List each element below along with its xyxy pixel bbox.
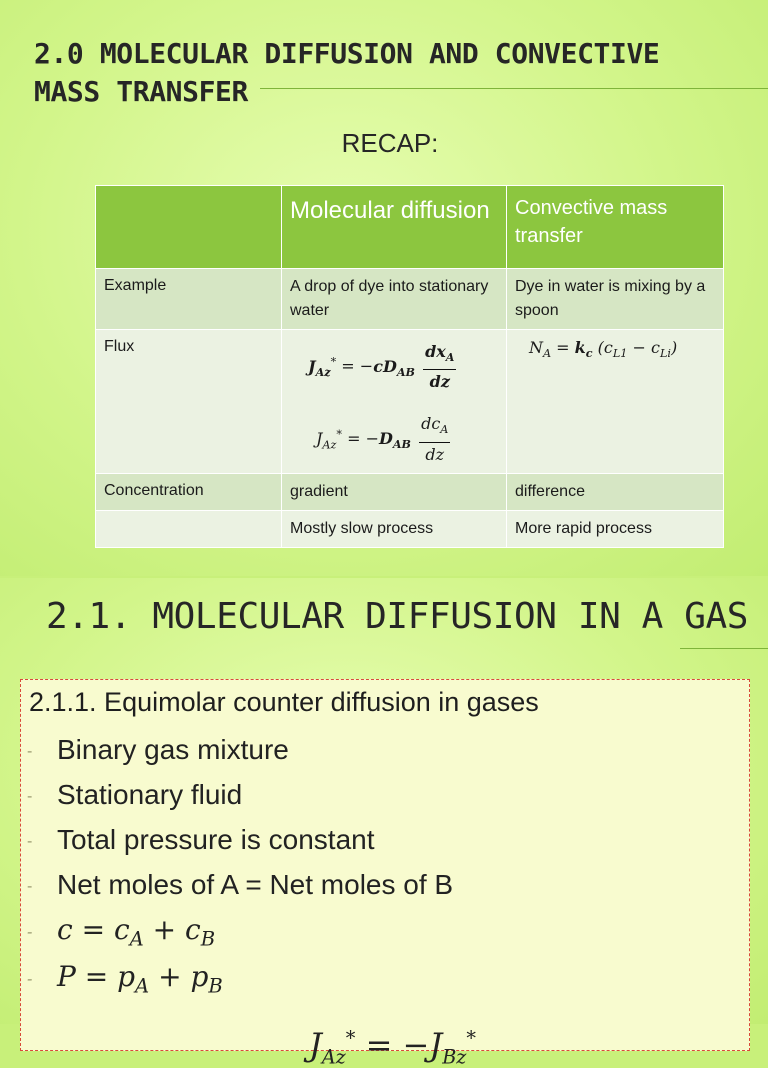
cell-molecular: gradient [282,474,507,511]
list-item-equation-c [27,912,453,959]
cell-convective: difference [507,474,724,511]
slide-title: 2.1. MOLECULAR DIFFUSION IN A GAS [46,596,749,637]
cell-molecular: A drop of dye into stationary water [282,269,507,330]
table-row-example [96,269,724,330]
equation-total-pressure: $P = p_A + p_B$ [57,960,223,998]
bullet-dash-icon: - [27,743,33,760]
bullet-dash-icon: - [27,833,33,850]
flux-equation-concentration: $J_{Az}^* = -D_{AB}$ $\frac{dc_A}{dz}$ [316,414,449,465]
content-box [20,679,750,1068]
table-row-concentration [96,474,724,511]
table-header-row [96,186,724,269]
bullet-text: Total pressure is constant [57,824,375,855]
equimolar-flux-equation: $J_{Az}^* = -J_{Bz}^*$ [309,1026,476,1068]
list-item [27,867,453,912]
list-item [27,732,453,777]
comparison-table [95,185,724,548]
bullet-dash-icon: - [27,922,33,941]
recap-label: RECAP: [341,128,439,158]
row-label: Example [96,269,282,330]
cell-convective: Dye in water is mixing by a spoon [507,269,724,330]
row-label: Flux [96,330,282,474]
cell-molecular-flux [282,330,507,474]
header-molecular-diffusion: Molecular diffusion [282,186,507,269]
list-item [27,822,453,867]
section-subheading: 2.1.1. Equimolar counter diffusion in gases [29,687,539,717]
bullet-text: Binary gas mixture [57,734,289,765]
title-underline [680,648,768,649]
slide-title [34,35,659,111]
cell-convective: More rapid process [507,511,724,548]
cell-convective-flux [507,330,724,474]
bullet-dash-icon: - [27,788,33,805]
title-line-2: MASS TRANSFER [34,75,248,108]
title-line-1: 2.0 MOLECULAR DIFFUSION AND CONVECTIVE [34,37,660,70]
cell-molecular: Mostly slow process [282,511,507,548]
title-underline [260,88,768,89]
table-row-flux [96,330,724,474]
equation-total-concentration: $c = c_A + c_B$ [57,913,216,951]
bullet-text: Stationary fluid [57,779,243,810]
list-item-equation-p [27,959,453,1006]
convective-flux-equation: $N_A = k_c$ $(c_{L1} - c_{Li})$ [529,338,678,361]
slide-diffusion-in-gas [0,578,768,1068]
header-convective-mass-transfer: Convective mass transfer [507,186,724,269]
row-label: Concentration [96,474,282,511]
bullet-dash-icon: - [27,969,33,988]
header-empty [96,186,282,269]
table-row-rate [96,511,724,548]
bullet-list [27,732,453,1006]
flux-equation-molar-fraction: $J_{Az}^* = -cD_{AB}$ $\frac{dx_A}{dz}$ [308,342,455,392]
list-item [27,777,453,822]
row-label [96,511,282,548]
bullet-dash-icon: - [27,878,33,895]
bullet-text: Net moles of A = Net moles of B [57,869,454,900]
